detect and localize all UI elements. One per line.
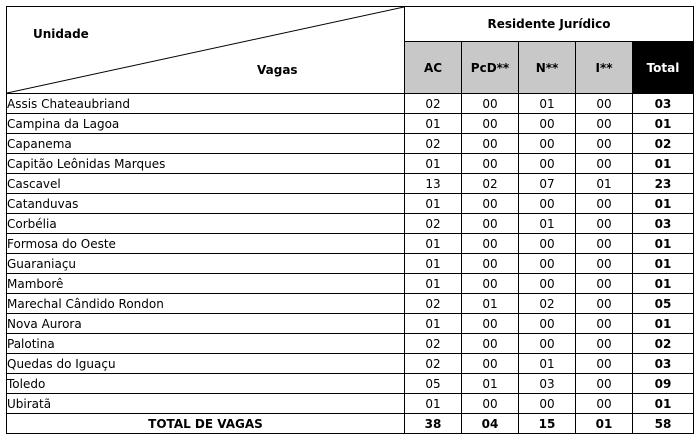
- table-row: [7, 134, 694, 154]
- ac-cell: 01: [405, 114, 462, 134]
- table-row: [7, 234, 694, 254]
- ac-cell: 02: [405, 94, 462, 114]
- pcd-cell: 00: [462, 394, 519, 414]
- total-cell: 01: [633, 114, 694, 134]
- ac-cell: 02: [405, 214, 462, 234]
- n-cell: 00: [519, 274, 576, 294]
- ac-cell: 01: [405, 234, 462, 254]
- i-cell: 00: [576, 394, 633, 414]
- unit-name: Cascavel: [7, 174, 405, 194]
- total-cell: 09: [633, 374, 694, 394]
- totals-n: 15: [519, 414, 576, 434]
- i-cell: 00: [576, 214, 633, 234]
- unit-name: Capanema: [7, 134, 405, 154]
- col-header-n: N**: [519, 42, 576, 94]
- col-header-total: Total: [633, 42, 694, 94]
- total-cell: 01: [633, 234, 694, 254]
- ac-cell: 02: [405, 294, 462, 314]
- n-cell: 01: [519, 354, 576, 374]
- n-cell: 00: [519, 254, 576, 274]
- total-cell: 01: [633, 154, 694, 174]
- pcd-cell: 01: [462, 374, 519, 394]
- i-cell: 00: [576, 334, 633, 354]
- unit-name: Mamborê: [7, 274, 405, 294]
- total-cell: 01: [633, 314, 694, 334]
- total-cell: 01: [633, 254, 694, 274]
- header-diagonal-cell: [7, 7, 405, 94]
- unit-name: Toledo: [7, 374, 405, 394]
- total-cell: 01: [633, 274, 694, 294]
- table-row: [7, 354, 694, 374]
- table-row: [7, 334, 694, 354]
- ac-cell: 02: [405, 334, 462, 354]
- ac-cell: 01: [405, 274, 462, 294]
- pcd-cell: 00: [462, 154, 519, 174]
- n-cell: 00: [519, 154, 576, 174]
- ac-cell: 02: [405, 134, 462, 154]
- i-cell: 00: [576, 194, 633, 214]
- unit-name: Assis Chateaubriand: [7, 94, 405, 114]
- table-row: [7, 274, 694, 294]
- ac-cell: 01: [405, 394, 462, 414]
- pcd-cell: 00: [462, 234, 519, 254]
- unit-name: Palotina: [7, 334, 405, 354]
- n-cell: 03: [519, 374, 576, 394]
- i-cell: 00: [576, 354, 633, 374]
- i-cell: 00: [576, 134, 633, 154]
- total-cell: 03: [633, 214, 694, 234]
- pcd-cell: 02: [462, 174, 519, 194]
- table-row: [7, 254, 694, 274]
- vagas-table: [6, 6, 694, 434]
- pcd-cell: 00: [462, 114, 519, 134]
- total-cell: 01: [633, 194, 694, 214]
- total-cell: 03: [633, 94, 694, 114]
- table-row: [7, 394, 694, 414]
- i-cell: 00: [576, 314, 633, 334]
- i-cell: 00: [576, 254, 633, 274]
- n-cell: 00: [519, 394, 576, 414]
- diagonal-divider: [7, 7, 404, 93]
- table-body: [7, 94, 694, 414]
- totals-i: 01: [576, 414, 633, 434]
- n-cell: 00: [519, 314, 576, 334]
- unit-name: Corbélia: [7, 214, 405, 234]
- n-cell: 00: [519, 114, 576, 134]
- total-cell: 01: [633, 394, 694, 414]
- pcd-cell: 01: [462, 294, 519, 314]
- table-row: [7, 294, 694, 314]
- residente-juridico-header: Residente Jurídico: [405, 7, 694, 42]
- pcd-cell: 00: [462, 254, 519, 274]
- ac-cell: 02: [405, 354, 462, 374]
- n-cell: 01: [519, 94, 576, 114]
- i-cell: 00: [576, 374, 633, 394]
- total-cell: 02: [633, 334, 694, 354]
- n-cell: 01: [519, 214, 576, 234]
- unit-name: Catanduvas: [7, 194, 405, 214]
- i-cell: 00: [576, 154, 633, 174]
- col-header-ac: AC: [405, 42, 462, 94]
- total-cell: 05: [633, 294, 694, 314]
- table-row: [7, 214, 694, 234]
- total-cell: 23: [633, 174, 694, 194]
- pcd-cell: 00: [462, 274, 519, 294]
- unit-name: Formosa do Oeste: [7, 234, 405, 254]
- ac-cell: 01: [405, 154, 462, 174]
- total-cell: 02: [633, 134, 694, 154]
- vagas-label: Vagas: [257, 63, 298, 77]
- totals-row: [7, 414, 694, 434]
- ac-cell: 05: [405, 374, 462, 394]
- totals-label: TOTAL DE VAGAS: [7, 414, 405, 434]
- total-cell: 03: [633, 354, 694, 374]
- table-row: [7, 94, 694, 114]
- i-cell: 01: [576, 174, 633, 194]
- unit-name: Ubiratã: [7, 394, 405, 414]
- n-cell: 00: [519, 134, 576, 154]
- unit-name: Campina da Lagoa: [7, 114, 405, 134]
- totals-ac: 38: [405, 414, 462, 434]
- n-cell: 07: [519, 174, 576, 194]
- n-cell: 00: [519, 234, 576, 254]
- n-cell: 00: [519, 334, 576, 354]
- n-cell: 02: [519, 294, 576, 314]
- pcd-cell: 00: [462, 354, 519, 374]
- n-cell: 00: [519, 194, 576, 214]
- col-header-i: I**: [576, 42, 633, 94]
- pcd-cell: 00: [462, 214, 519, 234]
- pcd-cell: 00: [462, 314, 519, 334]
- table-row: [7, 154, 694, 174]
- pcd-cell: 00: [462, 334, 519, 354]
- unit-name: Capitão Leônidas Marques: [7, 154, 405, 174]
- table-row: [7, 174, 694, 194]
- i-cell: 00: [576, 294, 633, 314]
- ac-cell: 01: [405, 314, 462, 334]
- col-header-pcd: PcD**: [462, 42, 519, 94]
- i-cell: 00: [576, 274, 633, 294]
- table-row: [7, 114, 694, 134]
- totals-total: 58: [633, 414, 694, 434]
- table-row: [7, 194, 694, 214]
- ac-cell: 01: [405, 194, 462, 214]
- i-cell: 00: [576, 114, 633, 134]
- unidade-label: Unidade: [33, 27, 89, 41]
- unit-name: Quedas do Iguaçu: [7, 354, 405, 374]
- pcd-cell: 00: [462, 94, 519, 114]
- ac-cell: 13: [405, 174, 462, 194]
- pcd-cell: 00: [462, 194, 519, 214]
- ac-cell: 01: [405, 254, 462, 274]
- unit-name: Marechal Cândido Rondon: [7, 294, 405, 314]
- unit-name: Guaraniaçu: [7, 254, 405, 274]
- pcd-cell: 00: [462, 134, 519, 154]
- table-row: [7, 314, 694, 334]
- i-cell: 00: [576, 234, 633, 254]
- totals-pcd: 04: [462, 414, 519, 434]
- i-cell: 00: [576, 94, 633, 114]
- table-row: [7, 374, 694, 394]
- unit-name: Nova Aurora: [7, 314, 405, 334]
